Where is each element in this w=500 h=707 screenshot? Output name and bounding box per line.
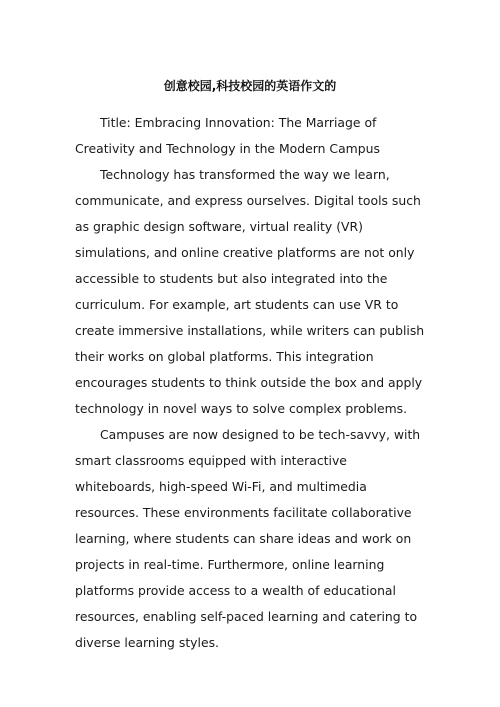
paragraph-technology: Technology has transformed the way we learn, communicate, and express ourselves. Digital tools such as graphic design software, virtual reality (VR) simulations, and online creative platforms are not only accessible to students but also integrated into the curriculum. For example, art students can use VR to create immersive installations, while writers can publish their works on global platforms. This integration encourages students to think outside the box and apply technology in novel ways to solve complex problems. bbox=[75, 167, 425, 416]
paragraph-title: Title: Embracing Innovation: The Marriage of Creativity and Technology in the Modern Campus bbox=[75, 115, 380, 156]
document-body bbox=[75, 110, 427, 656]
paragraph-campuses: Campuses are now designed to be tech-savvy, with smart classrooms equipped with interactive whiteboards, high-speed Wi-Fi, and multimedia resources. These environments facilitate collaborative learning, where students can share ideas and work on projects in real-time. Furthermore, online learning platforms provide access to a wealth of educational resources, enabling self-paced learning and catering to diverse learning styles. bbox=[75, 427, 421, 650]
document-heading: 创意校园,科技校园的英语作文的 bbox=[163, 79, 337, 93]
